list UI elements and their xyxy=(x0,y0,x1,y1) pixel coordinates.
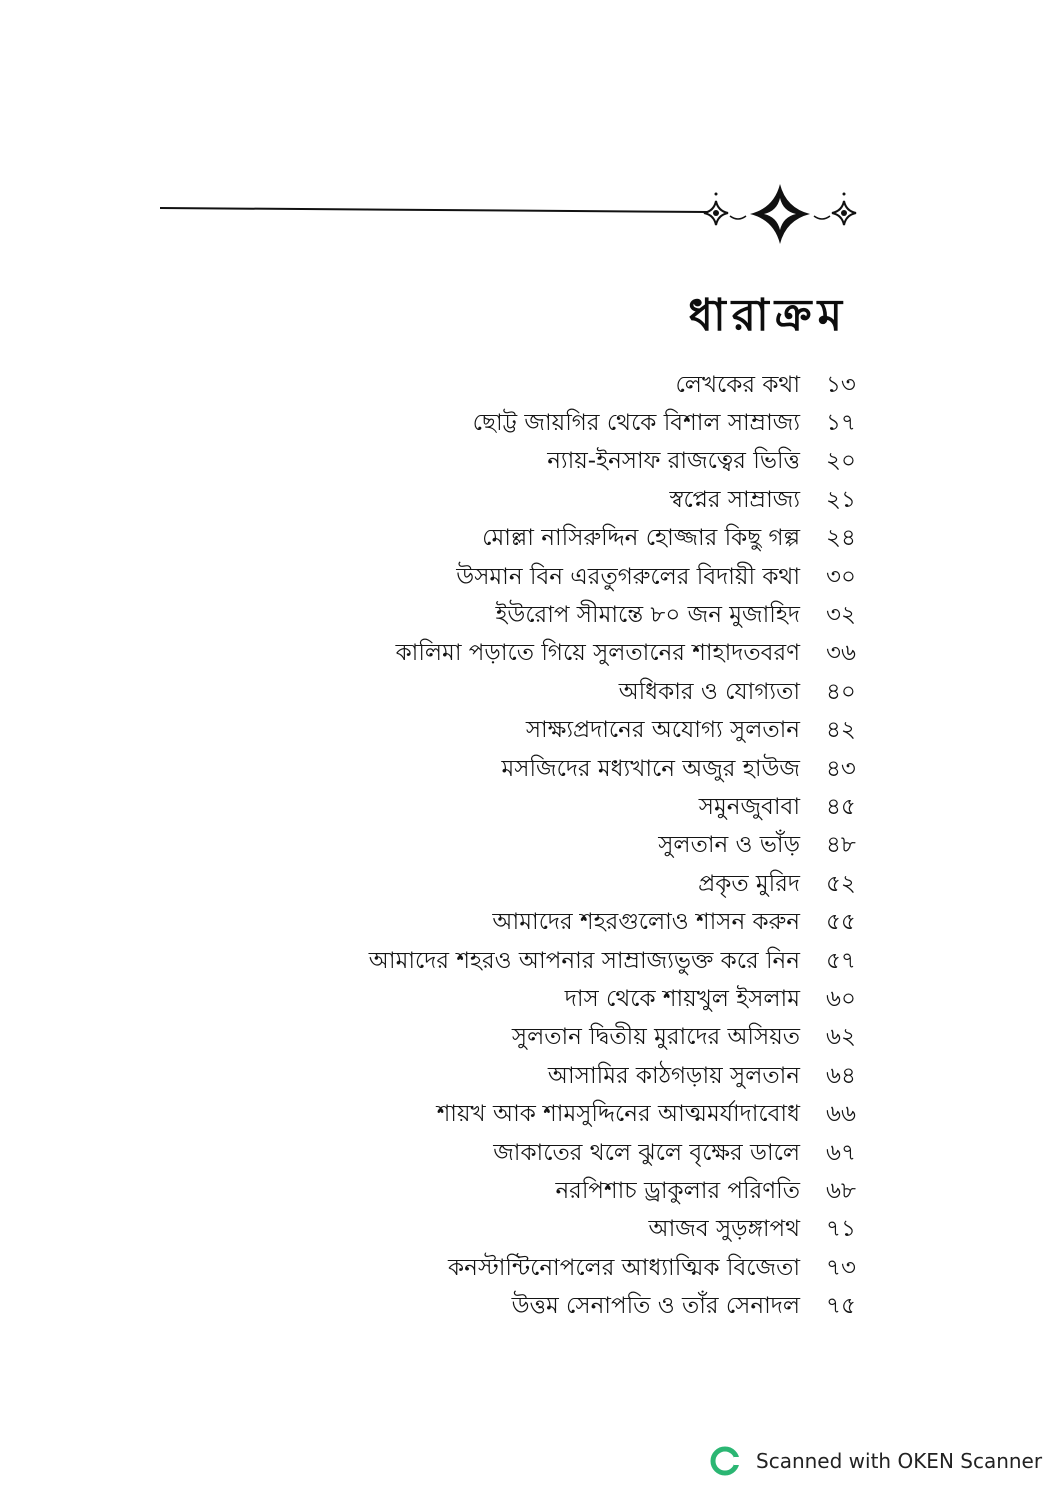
toc-entry-page: ৭৩ xyxy=(826,1254,856,1281)
toc-entry[interactable] xyxy=(168,673,868,711)
toc-entry-page: ৫৭ xyxy=(826,947,856,974)
toc-entry-page: ৬৬ xyxy=(826,1101,856,1128)
toc-entry-page: ৪৫ xyxy=(826,794,856,820)
toc-entry-title: ন্যায়-ইনসাফ রাজত্বের ভিত্তি xyxy=(547,448,800,475)
toc-entry-title: শায়খ আক শামসুদ্দিনের আত্মমর্যাদাবোধ xyxy=(436,1101,800,1128)
toc-entry[interactable] xyxy=(168,1134,868,1172)
toc-entry[interactable] xyxy=(168,404,868,442)
toc-entry-title: কনস্টান্টিনোপলের আধ্যাত্মিক বিজেতা xyxy=(448,1254,800,1281)
oken-logo-icon xyxy=(710,1446,740,1476)
toc-entry[interactable] xyxy=(168,1057,868,1095)
toc-entry[interactable] xyxy=(168,1287,868,1325)
toc-entry-page: ৬২ xyxy=(826,1024,856,1051)
toc-entry-title: উসমান বিন এরতুগরুলের বিদায়ী কথা xyxy=(456,563,800,590)
toc-entry[interactable] xyxy=(168,942,868,980)
toc-entry[interactable] xyxy=(168,481,868,519)
toc-entry-title: জাকাতের থলে ঝুলে বৃক্ষের ডালে xyxy=(493,1139,800,1166)
toc-entry-page: ২১ xyxy=(826,486,856,513)
toc-entry-title: সাক্ষ্যপ্রদানের অযোগ্য সুলতান xyxy=(525,717,800,744)
toc-entry[interactable] xyxy=(168,635,868,673)
toc-entry-page: ৩০ xyxy=(826,563,856,590)
toc-entry-title: সমুনজুবাবা xyxy=(698,794,800,820)
toc-entry-page: ৭১ xyxy=(826,1216,856,1243)
toc-entry-title: নরপিশাচ ড্রাকুলার পরিণতি xyxy=(555,1177,800,1204)
toc-entry[interactable] xyxy=(168,1019,868,1057)
toc-entry-title: উত্তম সেনাপতি ও তাঁর সেনাদল xyxy=(511,1293,800,1320)
toc-entry-page: ৬৭ xyxy=(826,1139,856,1166)
toc-entry-page: ৫৫ xyxy=(826,909,856,936)
toc-entry-page: ৪৮ xyxy=(826,832,856,859)
toc-entry-title: স্বপ্নের সাম্রাজ্য xyxy=(669,486,800,513)
toc-entry-title: সুলতান দ্বিতীয় মুরাদের অসিয়ত xyxy=(511,1024,800,1051)
toc-entry-title: আমাদের শহরও আপনার সাম্রাজ্যভুক্ত করে নিন xyxy=(368,947,800,974)
toc-entry-page: ৩২ xyxy=(826,602,856,629)
toc-entry-title: ছোট্ট জায়গির থেকে বিশাল সাম্রাজ্য xyxy=(472,410,800,437)
scanner-label: Scanned with OKEN Scanner xyxy=(756,1449,1043,1473)
toc-entry-page: ৩৬ xyxy=(826,640,856,667)
toc-entry[interactable] xyxy=(168,788,868,826)
toc-entry-page: ১৭ xyxy=(826,410,856,437)
toc-entry-title: আজব সুড়ঙ্গাপথ xyxy=(648,1216,800,1243)
toc-entry-title: কালিমা পড়াতে গিয়ে সুলতানের শাহাদতবরণ xyxy=(395,640,800,667)
toc-entry[interactable] xyxy=(168,1172,868,1210)
toc-entry[interactable] xyxy=(168,520,868,558)
toc-entry-title: আমাদের শহরগুলোও শাসন করুন xyxy=(492,909,800,936)
toc-entry-page: ৪০ xyxy=(826,678,856,705)
toc-entry-title: লেখকের কথা xyxy=(675,371,800,398)
toc-entry[interactable] xyxy=(168,366,868,404)
toc-entry[interactable] xyxy=(168,596,868,634)
toc-entry-page: ৪২ xyxy=(826,717,856,744)
toc-entry-title: প্রকৃত মুরিদ xyxy=(698,870,800,897)
toc-entry-page: ৬০ xyxy=(826,985,856,1012)
toc-entry[interactable] xyxy=(168,827,868,865)
toc-entry[interactable] xyxy=(168,712,868,750)
toc-entry-title: মোল্লা নাসিরুদ্দিন হোজ্জার কিছু গল্প xyxy=(482,525,800,552)
toc-entry[interactable] xyxy=(168,443,868,481)
toc-entry-title: আসামির কাঠগড়ায় সুলতান xyxy=(547,1062,800,1089)
decorative-divider-icon xyxy=(160,176,860,256)
toc-entry[interactable] xyxy=(168,1095,868,1133)
toc-entry-title: অধিকার ও যোগ্যতা xyxy=(618,678,800,705)
toc-entry[interactable] xyxy=(168,750,868,788)
toc-entry-page: ১৩ xyxy=(826,371,856,398)
toc-entry-page: ৭৫ xyxy=(826,1293,856,1320)
toc-entry-page: ৫২ xyxy=(826,870,856,897)
toc-entry[interactable] xyxy=(168,980,868,1018)
toc-entry-title: দাস থেকে শায়খুল ইসলাম xyxy=(564,985,800,1012)
toc-entry[interactable] xyxy=(168,1249,868,1287)
toc-entry[interactable] xyxy=(168,865,868,903)
toc-entry-title: ইউরোপ সীমান্তে ৮০ জন মুজাহিদ xyxy=(495,602,800,629)
scanner-watermark xyxy=(710,1446,1042,1476)
toc-entry-title: মসজিদের মধ্যখানে অজুর হাউজ xyxy=(501,755,800,782)
toc-entry-page: ৬৮ xyxy=(826,1177,856,1204)
toc-entry-page: ২৪ xyxy=(826,525,856,552)
toc-entry-page: ৪৩ xyxy=(826,755,856,782)
toc-entry[interactable] xyxy=(168,558,868,596)
toc-entry[interactable] xyxy=(168,1211,868,1249)
contents-heading: ধারাক্রম xyxy=(688,290,848,341)
table-of-contents xyxy=(168,366,868,1326)
toc-entry-page: ৬৪ xyxy=(826,1062,856,1089)
toc-entry-page: ২০ xyxy=(826,448,856,475)
toc-entry-title: সুলতান ও ভাঁড় xyxy=(658,832,800,859)
toc-entry[interactable] xyxy=(168,903,868,941)
